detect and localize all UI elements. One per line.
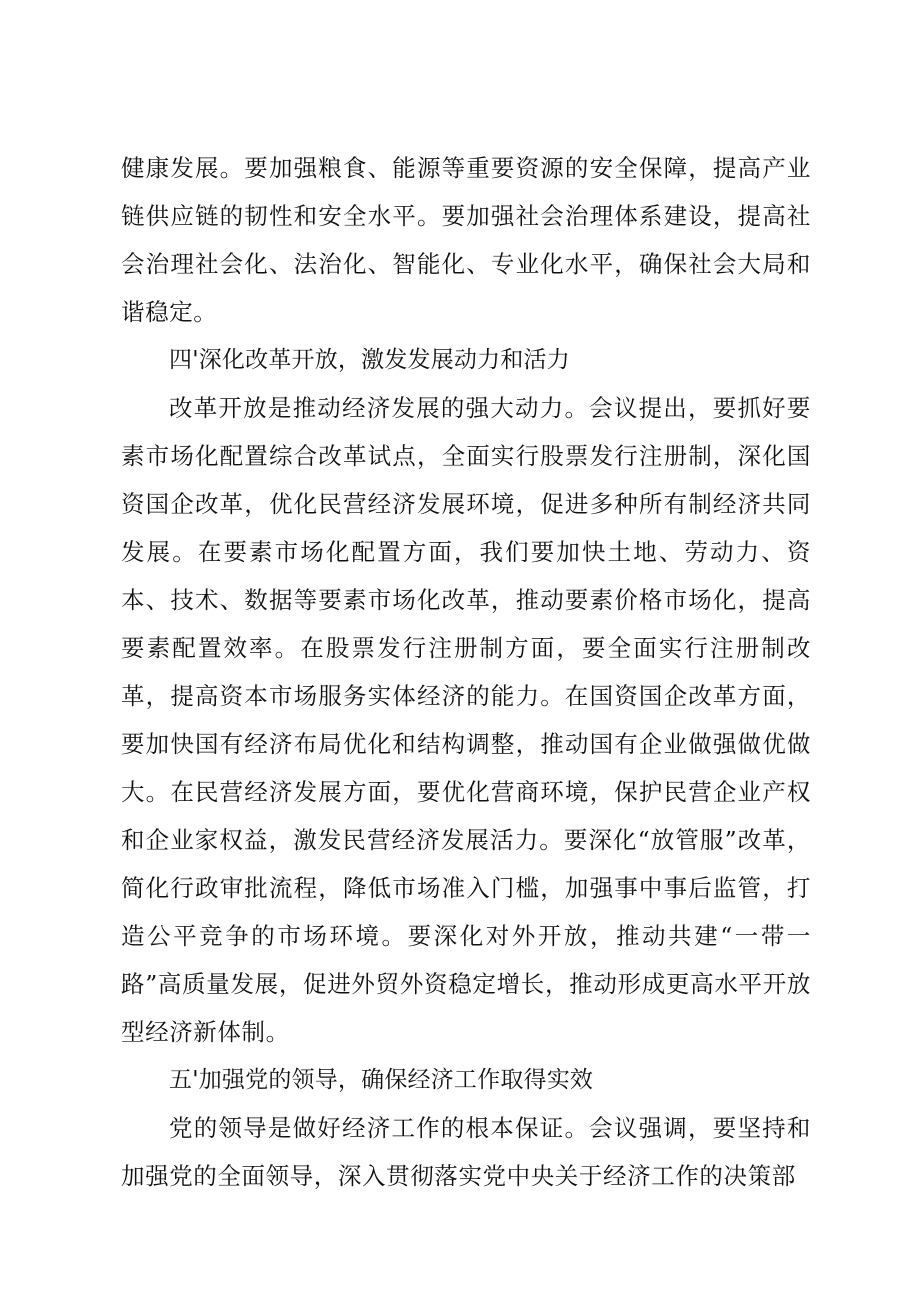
section-heading-5: 五'加强党的领导，确保经济工作取得实效 bbox=[169, 1067, 594, 1093]
paragraph-party-leadership: 党的领导是做好经济工作的根本保证。会议强调，要坚持和加强党的全面领导，深入贯彻落实党中央关于经济工作的决策部 bbox=[121, 1114, 811, 1190]
section-heading-4: 四'深化改革开放，激发发展动力和活力 bbox=[169, 347, 570, 373]
paragraph-continuation: 健康发展。要加强粮食、能源等重要资源的安全保障，提高产业链供应链的韧性和安全水平。要加强社会治理体系建设，提高社会治理社会化、法治化、智能化、专业化水平，确保社会大局和谐稳定。 bbox=[121, 154, 811, 326]
paragraph-reform-opening: 改革开放是推动经济发展的强大动力。会议提出，要抓好要素市场化配置综合改革试点，全面实行股票发行注册制，深化国资国企改革，优化民营经济发展环境，促进多种所有制经济共同发展。在要素市场化配置方面，我们要加快土地、劳动力、资本、技术、数据等要素市场化改革，推动要素价格市场化，提高要素配置效率。在股票发行注册制方面，要全面实行注册制改革，提高资本市场服务实体经济的能力。在国资国企改革方面，要加快国有经济布局优化和结构调整，推动国有企业做强做优做大。在民营经济发展方面，要优化营商环境，保护民营企业产权和企业家权益，激发民营经济发展活力。要深化“放管服”改革，简化行政审批流程，降低市场准入门槛，加强事中事后监管，打造公平竞争的市场环境。要深化对外开放，推动共建“一带一路”高质量发展，促进外贸外资稳定增长，推动形成更高水平开放型经济新体制。 bbox=[121, 394, 811, 1046]
document-body bbox=[121, 144, 811, 1200]
